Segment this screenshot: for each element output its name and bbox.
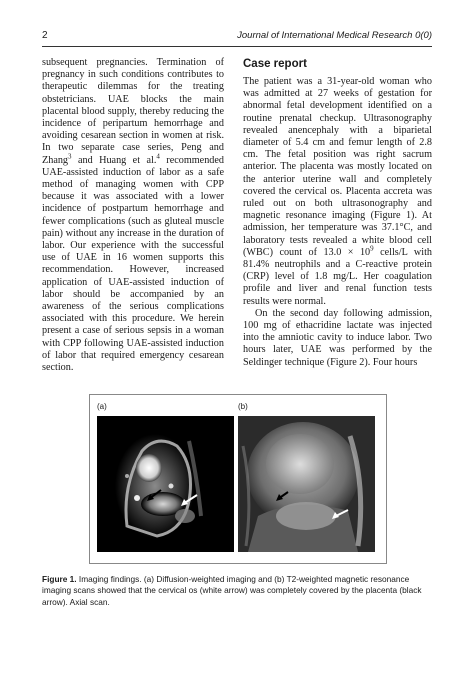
right-paragraph-1: [243, 76, 432, 308]
left-paragraph-1: [42, 57, 224, 374]
dwi-scan-image: [97, 416, 234, 552]
caption-figure-tag: Figure 1.: [42, 574, 77, 584]
right-text-b: cells/L with 81.4% neutrophils and a C-reactive protein (CRP) level of 1.8 mg/L. Her coagulation profile and liver and renal function tests results were normal.: [243, 246, 432, 307]
left-text-b: and Huang et al.: [71, 154, 157, 166]
journal-title: Journal of International Medical Research 0(0): [237, 30, 432, 41]
panel-label-b: (b): [238, 402, 248, 411]
panel-label-a: (a): [97, 402, 107, 411]
t2-mri-scan-image: [238, 416, 375, 552]
left-column: [42, 57, 224, 374]
right-text-a: The patient was a 31-year-old woman who was admitted at 27 weeks of gestation for abnormal fetal development identified on a routine prenatal checkup. Ultrasonography revealed anencephaly with a biparietal diameter of 5.4 cm and femur length of 2.8 cm. The fetal position was right sacrum anterior. The placenta was mostly located on the anterior uterine wall and completely covered the cervical os. Placenta accreta was ruled out on both ultrasonography and magnetic resonance imaging (Figure 1). At admission, her temperature was 37.1°C, and laboratory tests revealed a white blood cell (WBC) count of 13.0 × 10: [243, 76, 432, 258]
right-paragraph-2: On the second day following admission, 100 mg of ethacridine lactate was injected into the amniotic cavity to induce labor. Two hours later, UAE was performed by the Seldinger technique (Figure 2). Four hours: [243, 307, 432, 368]
page-number: 2: [42, 30, 48, 41]
t2-mri-scan-graphic: [238, 416, 375, 552]
section-heading-case-report: Case report: [243, 58, 307, 70]
wbc-exponent: 9: [370, 244, 374, 253]
left-text-c: recommended UAE-assisted induction of labor as a safe method of managing women with CPP because it was associated with a lower incidence of postpartum hemorrhage and fewer complications (such as gluteal muscle pain) without any increase in the duration of labor. Our experience with the successful use of UAE in 16 women supports this recommendation. However, increased application of UAE-assisted induction of labor should be accompanied by an awareness of the serious complications associated with this procedure. We herein present a case of serious sepsis in a woman with CPP following UAE-assisted induction of labor that required emergency cesarean section.: [42, 154, 225, 374]
dwi-scan-graphic: [97, 416, 234, 552]
right-column: [243, 57, 432, 369]
page-header: [42, 30, 432, 44]
left-text-a: subsequent pregnancies. Termination of pregnancy in such conditions contributes to therapeutic dilemmas for the treating obstetricians. UAE blocks the main placental blood supply, thereby reducing the incidence of peripartum hemorrhage and avoiding cesarean section in women at risk. In two separate case series, Peng and Zhang: [42, 57, 224, 166]
reference-3: 3: [68, 152, 72, 161]
figure-1: [89, 394, 387, 564]
caption-text: Imaging findings. (a) Diffusion-weighted imaging and (b) T2-weighted magnetic resonance imaging scans showed that the cervical os (white arrow) was completely covered by the placenta (black arrow). Axial scan.: [42, 574, 422, 607]
reference-4: 4: [156, 152, 160, 161]
figure-1-caption: [42, 574, 432, 608]
header-rule: [42, 46, 432, 47]
